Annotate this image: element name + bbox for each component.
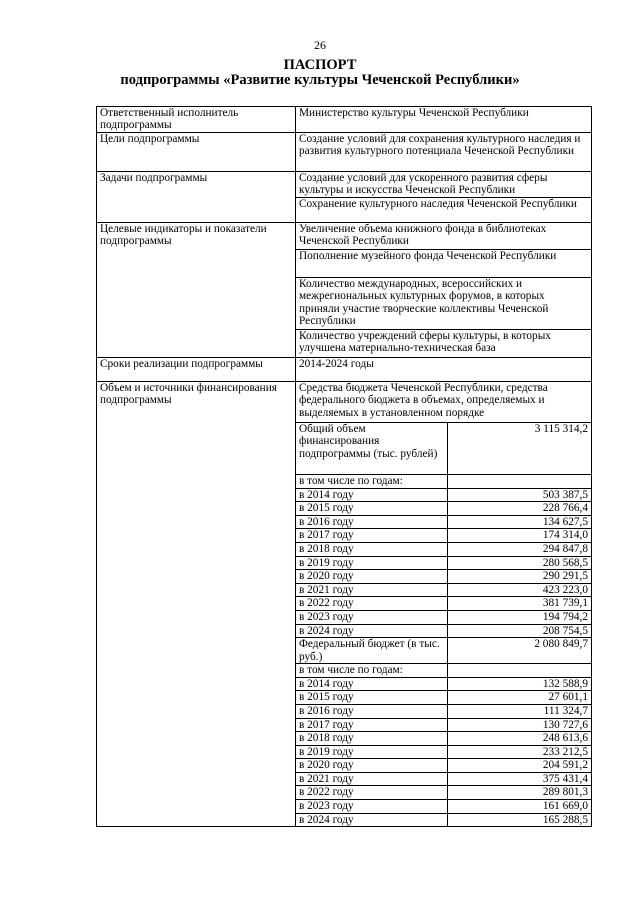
year-value: 290 291,5 xyxy=(448,570,592,584)
period-label: Сроки реализации подпрограммы xyxy=(97,358,296,382)
year-value: 161 669,0 xyxy=(448,800,592,814)
row-funding-description xyxy=(97,382,592,423)
page-number: 26 xyxy=(314,38,326,52)
indicators-label: Целевые индикаторы и показатели подпрограммы xyxy=(97,223,296,358)
year-value: 174 314,0 xyxy=(448,529,592,543)
federal-total-label: Федеральный бюджет (в тыс. руб.) xyxy=(296,638,448,664)
year-value: 132 588,9 xyxy=(448,677,592,691)
funding-label: Объем и источники финансирования подпрограммы xyxy=(97,382,296,827)
row-indicators-1 xyxy=(97,223,592,250)
year-label: в 2015 году xyxy=(296,691,448,705)
year-label: в 2022 году xyxy=(296,786,448,800)
year-label: в 2014 году xyxy=(296,488,448,502)
year-value: 294 847,8 xyxy=(448,542,592,556)
row-responsible xyxy=(97,107,592,133)
year-label: в 2016 году xyxy=(296,704,448,718)
year-value: 194 794,2 xyxy=(448,610,592,624)
year-value: 130 727,6 xyxy=(448,718,592,732)
total-by-years-label: в том числе по годам: xyxy=(296,475,448,489)
year-label: в 2018 году xyxy=(296,732,448,746)
year-value: 503 387,5 xyxy=(448,488,592,502)
federal-total-value: 2 080 849,7 xyxy=(448,638,592,664)
year-label: в 2018 году xyxy=(296,542,448,556)
year-value: 381 739,1 xyxy=(448,597,592,611)
year-value: 208 754,5 xyxy=(448,624,592,638)
year-label: в 2021 году xyxy=(296,583,448,597)
period-value: 2014-2024 годы xyxy=(296,358,592,382)
year-label: в 2015 году xyxy=(296,502,448,516)
federal-by-years-value xyxy=(448,664,592,678)
goals-label: Цели подпрограммы xyxy=(97,133,296,172)
year-value: 134 627,5 xyxy=(448,515,592,529)
year-label: в 2017 году xyxy=(296,718,448,732)
funding-total-label: Общий объем финансирования подпрограммы (тыс. рублей) xyxy=(296,423,448,475)
year-label: в 2016 году xyxy=(296,515,448,529)
title-line-2: подпрограммы «Развитие культуры Чеченской Республики» xyxy=(120,72,520,88)
year-label: в 2024 году xyxy=(296,813,448,827)
year-value: 204 591,2 xyxy=(448,759,592,773)
year-label: в 2023 году xyxy=(296,610,448,624)
indicator-item: Пополнение музейного фонда Чеченской Республики xyxy=(296,250,592,278)
year-label: в 2023 году xyxy=(296,800,448,814)
task-item: Создание условий для ускоренного развития сферы культуры и искусства Чеченской Республики xyxy=(296,172,592,198)
year-value: 111 324,7 xyxy=(448,704,592,718)
funding-total-value: 3 115 314,2 xyxy=(448,423,592,475)
indicator-item: Количество учреждений сферы культуры, в которых улучшена материально-техническая база xyxy=(296,330,592,358)
year-value: 423 223,0 xyxy=(448,583,592,597)
funding-description: Средства бюджета Чеченской Республики, средства федерального бюджета в объемах, определяемых и выделяемых в установленном порядке xyxy=(296,382,592,423)
year-value: 375 431,4 xyxy=(448,772,592,786)
federal-by-years-label: в том числе по годам: xyxy=(296,664,448,678)
row-tasks-1 xyxy=(97,172,592,198)
year-label: в 2014 году xyxy=(296,677,448,691)
goals-value: Создание условий для сохранения культурного наследия и развития культурного потенциала Чеченской Республики xyxy=(296,133,592,172)
passport-table xyxy=(96,106,592,827)
year-value: 248 613,6 xyxy=(448,732,592,746)
page-title xyxy=(0,58,640,88)
row-goals xyxy=(97,133,592,172)
responsible-label: Ответственный исполнитель подпрограммы xyxy=(97,107,296,133)
year-value: 27 601,1 xyxy=(448,691,592,705)
year-label: в 2024 году xyxy=(296,624,448,638)
responsible-value: Министерство культуры Чеченской Республики xyxy=(296,107,592,133)
year-label: в 2019 году xyxy=(296,745,448,759)
year-label: в 2019 году xyxy=(296,556,448,570)
year-value: 289 801,3 xyxy=(448,786,592,800)
year-label: в 2022 году xyxy=(296,597,448,611)
year-value: 233 212,5 xyxy=(448,745,592,759)
year-value: 280 568,5 xyxy=(448,556,592,570)
tasks-label: Задачи подпрограммы xyxy=(97,172,296,223)
task-item: Сохранение культурного наследия Чеченской Республики xyxy=(296,198,592,223)
title-line-1: ПАСПОРТ xyxy=(283,57,357,73)
year-label: в 2020 году xyxy=(296,570,448,584)
year-label: в 2020 году xyxy=(296,759,448,773)
row-period xyxy=(97,358,592,382)
year-label: в 2017 году xyxy=(296,529,448,543)
year-value: 228 766,4 xyxy=(448,502,592,516)
year-label: в 2021 году xyxy=(296,772,448,786)
indicator-item: Увеличение объема книжного фонда в библиотеках Чеченской Республики xyxy=(296,223,592,250)
year-value: 165 288,5 xyxy=(448,813,592,827)
indicator-item: Количество международных, всероссийских и межрегиональных культурных форумов, в которых приняли участие творческие коллективы Чеченской Республики xyxy=(296,278,592,330)
total-by-years-value xyxy=(448,475,592,489)
